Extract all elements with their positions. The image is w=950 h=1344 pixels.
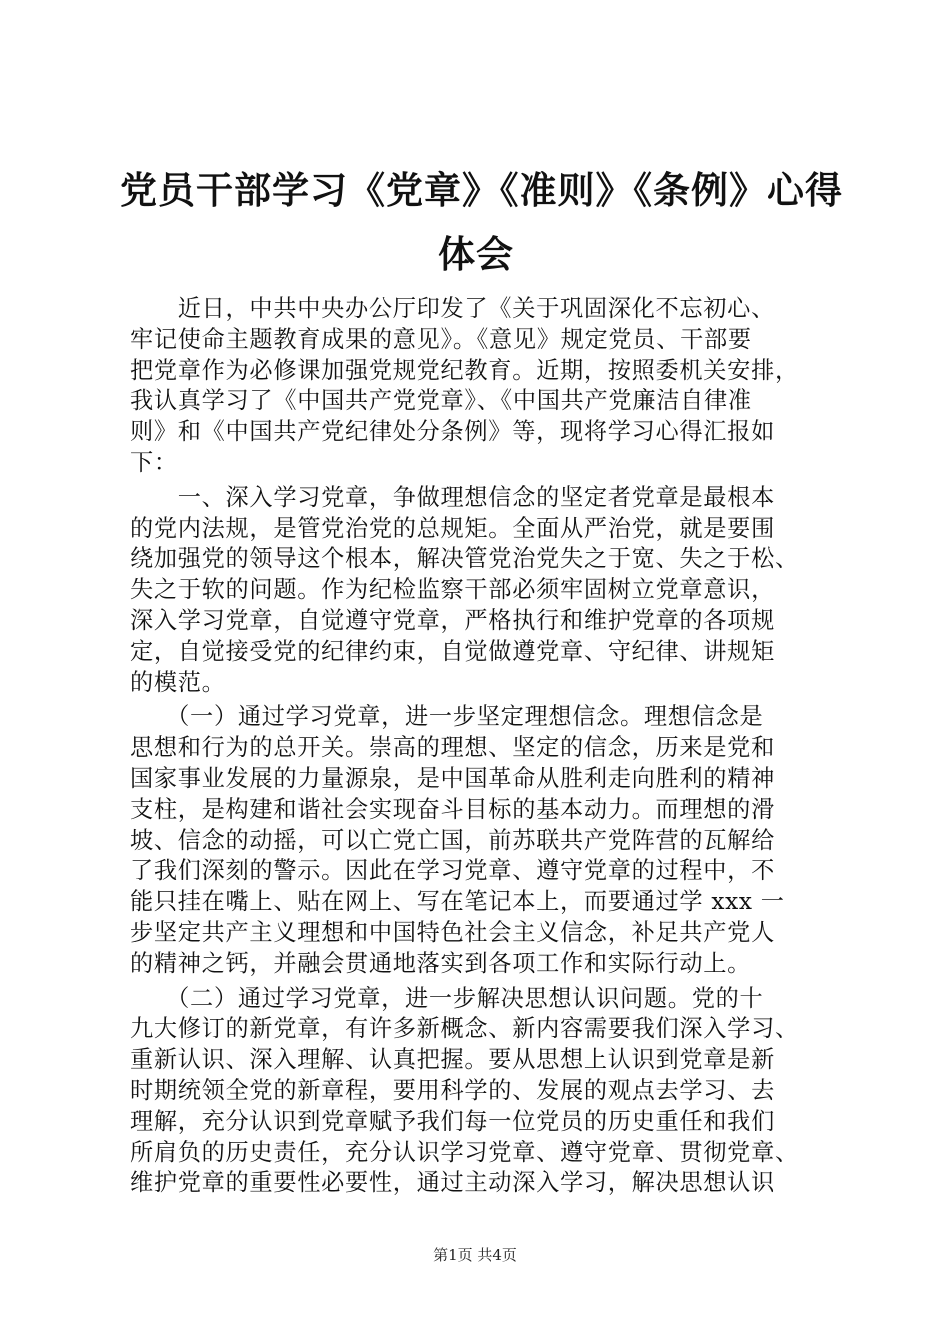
text-line: 能只挂在嘴上、贴在网上、写在笔记本上，而要通过学 xxx 一 xyxy=(130,888,785,916)
text-line: 坡、信念的动摇，可以亡党亡国，前苏联共产党阵营的瓦解给 xyxy=(130,826,775,854)
text-line: 重新认识、深入理解、认真把握。要从思想上认识到党章是新 xyxy=(130,1046,775,1074)
paragraph-subsection-1 xyxy=(130,702,830,979)
text-line: 把党章作为必修课加强党规党纪教育。近期，按照委机关安排， xyxy=(130,356,799,384)
text-line: 国家事业发展的力量源泉，是中国革命从胜利走向胜利的精神 xyxy=(130,764,775,792)
text-line: 步坚定共产主义理想和中国特色社会主义信念，补足共产党人 xyxy=(130,918,775,946)
text-line: 失之于软的问题。作为纪检监察干部必须牢固树立党章意识， xyxy=(130,576,775,604)
text-line: 的党内法规，是管党治党的总规矩。全面从严治党，就是要围 xyxy=(130,514,775,542)
text-line: 时期统领全党的新章程，要用科学的、发展的观点去学习、去 xyxy=(130,1076,775,1104)
document-title-line-1: 党员干部学习《党章》《准则》《条例》心得 xyxy=(120,169,843,212)
text-line: 我认真学习了《中国共产党党章》、《中国共产党廉洁自律准 xyxy=(130,387,752,415)
text-line: （二）通过学习党章，进一步解决思想认识问题。党的十 xyxy=(130,984,764,1012)
text-line: 的模范。 xyxy=(130,668,226,696)
text-line: 下： xyxy=(130,448,178,476)
text-line: 近日，中共中央办公厅印发了《关于巩固深化不忘初心、 xyxy=(130,295,775,322)
text-line: 牢记使命主题教育成果的意见》。《意见》规定党员、干部要 xyxy=(130,325,752,353)
text-line: 绕加强党的领导这个根本，解决管党治党失之于宽、失之于松、 xyxy=(130,545,799,573)
text-line: 支柱，是构建和谐社会实现奋斗目标的基本动力。而理想的滑 xyxy=(130,795,775,823)
text-line: 九大修订的新党章，有许多新概念、新内容需要我们深入学习、 xyxy=(130,1015,799,1043)
document-title-line-2: 体会 xyxy=(438,233,514,276)
text-line: 了我们深刻的警示。因此在学习党章、遵守党章的过程中，不 xyxy=(130,857,775,885)
text-line: 思想和行为的总开关。崇高的理想、坚定的信念，历来是党和 xyxy=(130,734,775,762)
text-line: 一、深入学习党章，争做理想信念的坚定者党章是最根本 xyxy=(130,483,775,511)
paragraph-subsection-2 xyxy=(130,984,830,1200)
paragraph-intro xyxy=(130,294,830,479)
text-line: 维护党章的重要性必要性，通过主动深入学习，解决思想认识 xyxy=(130,1169,775,1197)
text-line: 所肩负的历史责任，充分认识学习党章、遵守党章、贯彻党章、 xyxy=(130,1138,799,1166)
text-line: 则》和《中国共产党纪律处分条例》等，现将学习心得汇报如 xyxy=(130,418,775,446)
text-line: 理解，充分认识到党章赋予我们每一位党员的历史重任和我们 xyxy=(130,1107,775,1135)
document-body xyxy=(130,294,830,1199)
text-line: 定，自觉接受党的纪律约束，自觉做遵党章、守纪律、讲规矩 xyxy=(130,637,775,665)
text-line: （一）通过学习党章，进一步坚定理想信念。理想信念是 xyxy=(130,703,764,731)
paragraph-section-1 xyxy=(130,483,830,699)
text-line: 的精神之钙，并融会贯通地落实到各项工作和实际行动上。 xyxy=(130,949,752,977)
text-line: 深入学习党章，自觉遵守党章，严格执行和维护党章的各项规 xyxy=(130,606,775,634)
page-number-footer: 第1页 共4页 xyxy=(433,1246,517,1264)
